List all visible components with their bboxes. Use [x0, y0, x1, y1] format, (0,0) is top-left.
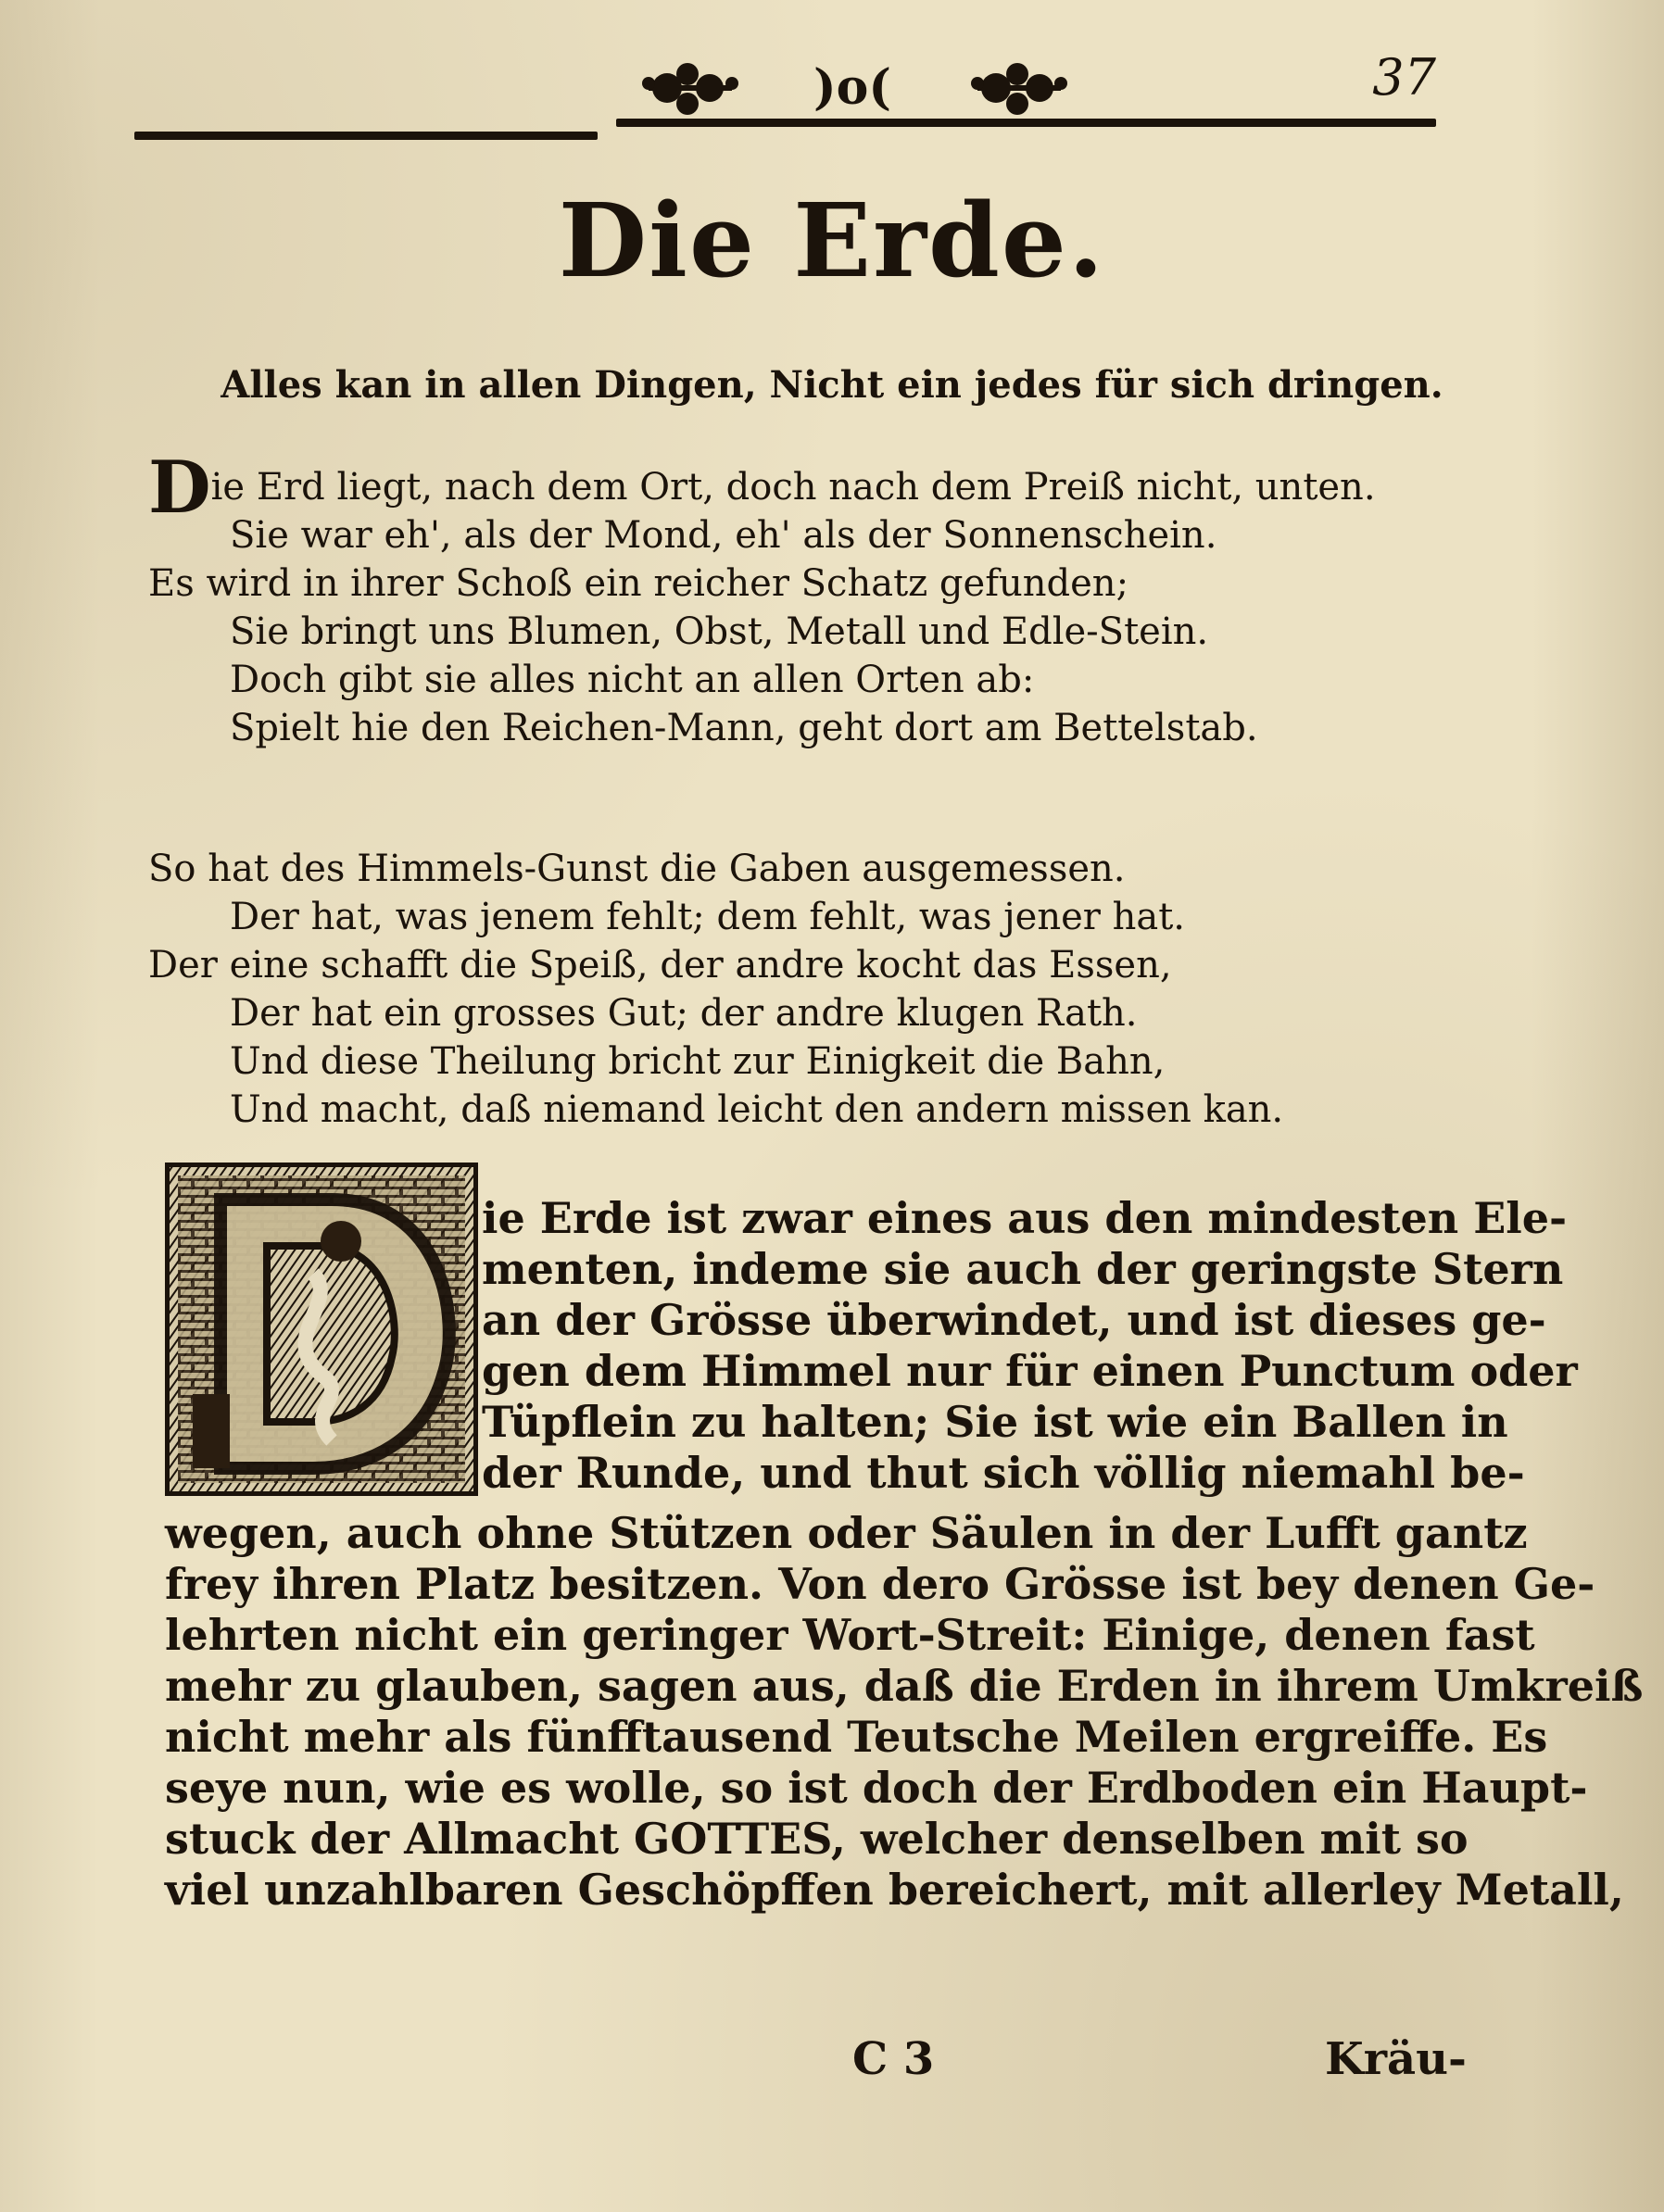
poem-line: Es wird in ihrer Schoß ein reicher Schatz gefunden; — [148, 562, 1129, 605]
paragraph-opening — [482, 1193, 1578, 1499]
poem-line: Der hat ein grosses Gut; der andre klugen Rath. — [230, 992, 1138, 1035]
body-line: ie Erde ist zwar eines aus den mindesten Ele- — [482, 1193, 1568, 1243]
poem-line: Doch gibt sie alles nicht an allen Orten ab: — [230, 659, 1035, 701]
woodcut-initial — [165, 1163, 478, 1496]
poem-line: Und macht, daß niemand leicht den andern missen kan. — [230, 1088, 1284, 1131]
body-line: nicht mehr als fünfftausend Teutsche Meilen ergreiffe. Es — [165, 1712, 1548, 1762]
poem-line: Der hat, was jenem fehlt; dem fehlt, was jener hat. — [230, 896, 1185, 938]
header-rule-right — [616, 119, 1436, 127]
body-line: gen dem Himmel nur für einen Punctum oder — [482, 1346, 1578, 1396]
poem-line: Der eine schafft die Speiß, der andre kocht das Essen, — [148, 944, 1172, 987]
poem-line-text: ie Erd liegt, nach dem Ort, doch nach dem Preiß nicht, unten. — [210, 466, 1376, 509]
body-line: seye nun, wie es wolle, so ist doch der Erdboden ein Haupt- — [165, 1763, 1588, 1813]
poem-line: Sie war eh', als der Mond, eh' als der Sonnenschein. — [230, 514, 1217, 557]
body-line: stuck der Allmacht GOTTES, welcher denselben mit so — [165, 1814, 1469, 1864]
page-number: 37 — [1372, 48, 1436, 107]
poem-line: Spielt hie den Reichen-Mann, geht dort am Bettelstab. — [230, 707, 1258, 749]
catchword: Kräu- — [1325, 2033, 1467, 2085]
poem-line — [148, 446, 1482, 530]
signature-mark: C 3 — [852, 2033, 935, 2085]
paragraph-continued — [165, 1508, 1644, 1916]
ornament-text: )o( — [813, 59, 891, 116]
header-rule-left — [134, 132, 598, 140]
poem — [148, 446, 1482, 1134]
motto: Alles kan in allen Dingen, Nicht ein jedes für sich dringen. — [221, 363, 1443, 407]
body-line: menten, indeme sie auch der geringste Stern — [482, 1244, 1564, 1294]
chapter-title: Die Erde. — [558, 181, 1106, 300]
body-line: lehrten nicht ein geringer Wort-Streit: Einige, denen fast — [165, 1610, 1535, 1660]
body-line: viel unzahlbaren Geschöpffen bereichert, mit allerley Metall, — [165, 1865, 1624, 1915]
body-line: mehr zu glauben, sagen aus, daß die Erden in ihrem Umkreiß — [165, 1661, 1644, 1711]
stanza-gap — [148, 752, 1482, 845]
poem-line: Und diese Theilung bricht zur Einigkeit die Bahn, — [230, 1040, 1166, 1083]
poem-initial: D — [148, 446, 211, 530]
ornament-icon — [630, 46, 1075, 130]
body-line: Tüpflein zu halten; Sie ist wie ein Ballen in — [482, 1397, 1508, 1447]
page-header — [134, 37, 1445, 148]
body-line: wegen, auch ohne Stützen oder Säulen in der Lufft gantz — [165, 1508, 1528, 1558]
body-line: frey ihren Platz besitzen. Von dero Grösse ist bey denen Ge- — [165, 1559, 1595, 1609]
poem-line: So hat des Himmels-Gunst die Gaben ausgemessen. — [148, 848, 1126, 890]
body-line: der Runde, und thut sich völlig niemahl be- — [482, 1448, 1525, 1498]
body-line: an der Grösse überwindet, und ist dieses ge- — [482, 1295, 1546, 1345]
poem-line: Sie bringt uns Blumen, Obst, Metall und Edle-Stein. — [230, 610, 1209, 653]
